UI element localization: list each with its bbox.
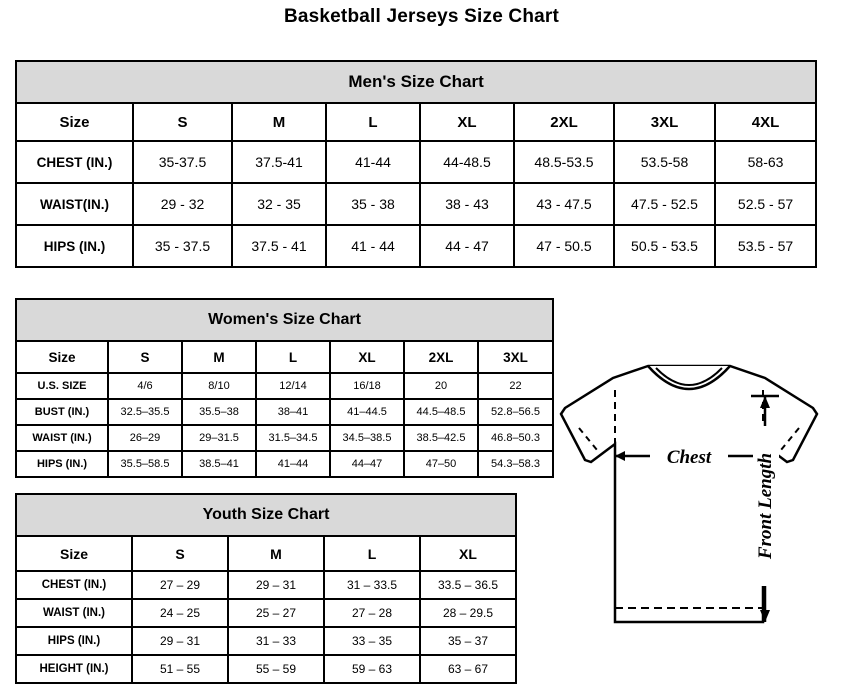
cell: 35 - 37.5 bbox=[133, 225, 232, 267]
cell: 26–29 bbox=[108, 425, 182, 451]
cell: 53.5-58 bbox=[614, 141, 715, 183]
row-label: HEIGHT (IN.) bbox=[16, 655, 132, 683]
cell: 47 - 50.5 bbox=[514, 225, 614, 267]
column-header-xl: XL bbox=[420, 536, 516, 571]
table-caption-row bbox=[16, 61, 816, 103]
table-row bbox=[16, 225, 816, 267]
table-row bbox=[16, 373, 553, 399]
womens-table-caption: Women's Size Chart bbox=[16, 299, 553, 341]
front-length-label: Front Length bbox=[755, 452, 776, 560]
column-header-size: Size bbox=[16, 103, 133, 141]
column-header-2xl: 2XL bbox=[514, 103, 614, 141]
page-title: Basketball Jerseys Size Chart bbox=[283, 6, 560, 27]
cell: 35 – 37 bbox=[420, 627, 516, 655]
cell: 54.3–58.3 bbox=[478, 451, 553, 477]
cell: 58-63 bbox=[715, 141, 816, 183]
row-label: HIPS (IN.) bbox=[16, 225, 133, 267]
cell: 37.5-41 bbox=[232, 141, 326, 183]
cell: 38–41 bbox=[256, 399, 330, 425]
column-header-l: L bbox=[326, 103, 420, 141]
cell: 16/18 bbox=[330, 373, 404, 399]
column-header-3xl: 3XL bbox=[478, 341, 553, 373]
cell: 29 - 32 bbox=[133, 183, 232, 225]
cell: 22 bbox=[478, 373, 553, 399]
cell: 35 - 38 bbox=[326, 183, 420, 225]
row-label: CHEST (IN.) bbox=[16, 571, 132, 599]
cell: 44-48.5 bbox=[420, 141, 514, 183]
column-header-2xl: 2XL bbox=[404, 341, 478, 373]
row-label: U.S. SIZE bbox=[16, 373, 108, 399]
cell: 52.5 - 57 bbox=[715, 183, 816, 225]
cell: 38.5–42.5 bbox=[404, 425, 478, 451]
table-caption-row bbox=[16, 494, 516, 536]
cell: 35-37.5 bbox=[133, 141, 232, 183]
cell: 55 – 59 bbox=[228, 655, 324, 683]
column-header-m: M bbox=[182, 341, 256, 373]
cell: 20 bbox=[404, 373, 478, 399]
cell: 44–47 bbox=[330, 451, 404, 477]
column-header-xl: XL bbox=[330, 341, 404, 373]
cell: 41–44 bbox=[256, 451, 330, 477]
row-label: HIPS (IN.) bbox=[16, 451, 108, 477]
cell: 31 – 33 bbox=[228, 627, 324, 655]
cell: 25 – 27 bbox=[228, 599, 324, 627]
row-label: WAIST (IN.) bbox=[16, 599, 132, 627]
table-row bbox=[16, 141, 816, 183]
cell: 52.8–56.5 bbox=[478, 399, 553, 425]
cell: 41 - 44 bbox=[326, 225, 420, 267]
column-header-l: L bbox=[256, 341, 330, 373]
table-row bbox=[16, 627, 516, 655]
youth-table-caption: Youth Size Chart bbox=[16, 494, 516, 536]
table-row bbox=[16, 425, 553, 451]
cell: 27 – 29 bbox=[132, 571, 228, 599]
column-header-m: M bbox=[228, 536, 324, 571]
row-label: WAIST(IN.) bbox=[16, 183, 133, 225]
table-row bbox=[16, 183, 816, 225]
table-header-row bbox=[16, 536, 516, 571]
cell: 28 – 29.5 bbox=[420, 599, 516, 627]
table-row bbox=[16, 399, 553, 425]
cell: 50.5 - 53.5 bbox=[614, 225, 715, 267]
row-label: WAIST (IN.) bbox=[16, 425, 108, 451]
cell: 29 – 31 bbox=[132, 627, 228, 655]
cell: 32.5–35.5 bbox=[108, 399, 182, 425]
cell: 41–44.5 bbox=[330, 399, 404, 425]
table-row bbox=[16, 451, 553, 477]
cell: 4/6 bbox=[108, 373, 182, 399]
cell: 29 – 31 bbox=[228, 571, 324, 599]
shirt-measurement-diagram bbox=[553, 356, 838, 674]
cell: 34.5–38.5 bbox=[330, 425, 404, 451]
table-row bbox=[16, 599, 516, 627]
mens-size-chart-table bbox=[15, 60, 817, 268]
column-header-s: S bbox=[133, 103, 232, 141]
chest-label: Chest bbox=[666, 447, 712, 468]
cell: 8/10 bbox=[182, 373, 256, 399]
cell: 47.5 - 52.5 bbox=[614, 183, 715, 225]
mens-table-caption: Men's Size Chart bbox=[16, 61, 816, 103]
cell: 35.5–38 bbox=[182, 399, 256, 425]
cell: 59 – 63 bbox=[324, 655, 420, 683]
row-label: CHEST (IN.) bbox=[16, 141, 133, 183]
column-header-s: S bbox=[132, 536, 228, 571]
column-header-4xl: 4XL bbox=[715, 103, 816, 141]
cell: 41-44 bbox=[326, 141, 420, 183]
table-caption-row bbox=[16, 299, 553, 341]
cell: 32 - 35 bbox=[232, 183, 326, 225]
cell: 35.5–58.5 bbox=[108, 451, 182, 477]
column-header-m: M bbox=[232, 103, 326, 141]
cell: 38.5–41 bbox=[182, 451, 256, 477]
column-header-l: L bbox=[324, 536, 420, 571]
cell: 37.5 - 41 bbox=[232, 225, 326, 267]
cell: 12/14 bbox=[256, 373, 330, 399]
cell: 24 – 25 bbox=[132, 599, 228, 627]
youth-size-chart-table bbox=[15, 493, 517, 684]
cell: 44 - 47 bbox=[420, 225, 514, 267]
cell: 53.5 - 57 bbox=[715, 225, 816, 267]
row-label: HIPS (IN.) bbox=[16, 627, 132, 655]
cell: 31 – 33.5 bbox=[324, 571, 420, 599]
cell: 44.5–48.5 bbox=[404, 399, 478, 425]
cell: 27 – 28 bbox=[324, 599, 420, 627]
cell: 29–31.5 bbox=[182, 425, 256, 451]
cell: 46.8–50.3 bbox=[478, 425, 553, 451]
cell: 33 – 35 bbox=[324, 627, 420, 655]
column-header-3xl: 3XL bbox=[614, 103, 715, 141]
table-header-row bbox=[16, 103, 816, 141]
column-header-s: S bbox=[108, 341, 182, 373]
table-row bbox=[16, 571, 516, 599]
column-header-size: Size bbox=[16, 341, 108, 373]
cell: 63 – 67 bbox=[420, 655, 516, 683]
cell: 51 – 55 bbox=[132, 655, 228, 683]
cell: 31.5–34.5 bbox=[256, 425, 330, 451]
cell: 33.5 – 36.5 bbox=[420, 571, 516, 599]
table-header-row bbox=[16, 341, 553, 373]
cell: 48.5-53.5 bbox=[514, 141, 614, 183]
cell: 47–50 bbox=[404, 451, 478, 477]
column-header-size: Size bbox=[16, 536, 132, 571]
cell: 43 - 47.5 bbox=[514, 183, 614, 225]
cell: 38 - 43 bbox=[420, 183, 514, 225]
row-label: BUST (IN.) bbox=[16, 399, 108, 425]
column-header-xl: XL bbox=[420, 103, 514, 141]
womens-size-chart-table bbox=[15, 298, 554, 478]
